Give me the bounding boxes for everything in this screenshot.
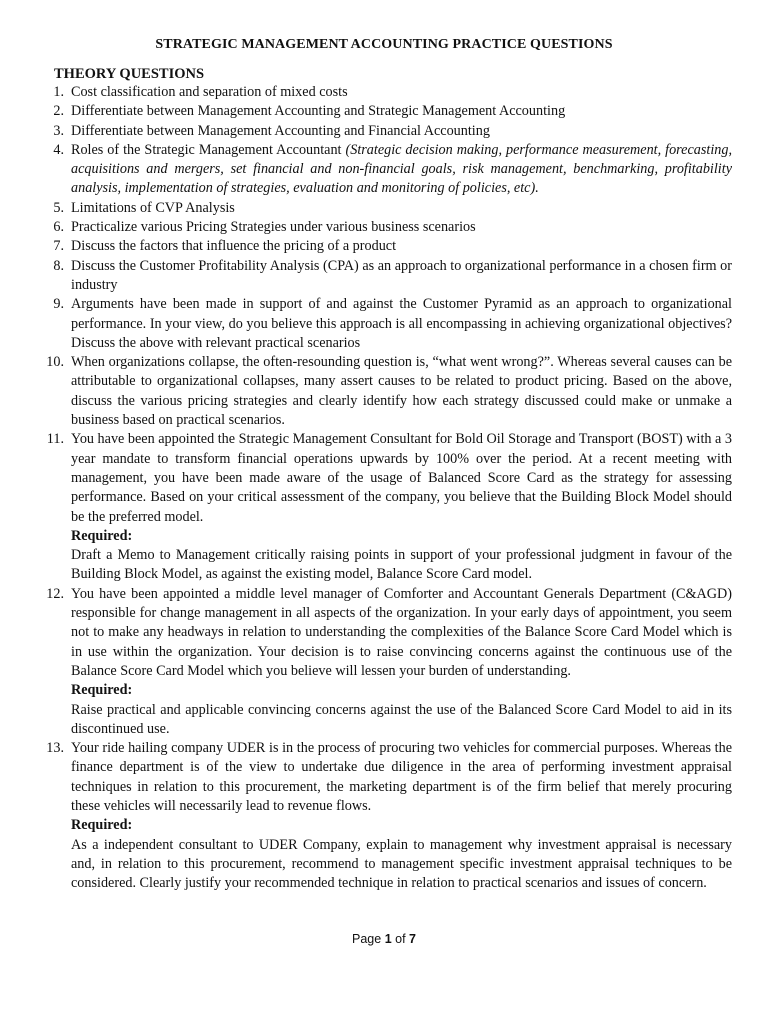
required-text: As a independent consultant to UDER Company, explain to management why investment appraisal is necessary and, in relation to this procurement, recommend to management specific investment appraisal techniques to be considered. Clearly justify your recommended technique in relation to practical scenarios and issues of concern. <box>71 836 732 892</box>
document-title: STRATEGIC MANAGEMENT ACCOUNTING PRACTICE QUESTIONS <box>155 37 613 52</box>
question-text: Discuss the factors that influence the pricing of a product <box>71 238 397 255</box>
question-number: 12. <box>46 585 64 602</box>
question-italic-detail: (Strategic decision making, performance measurement, forecasting, acquisitions and mergers, set financial and non-financial goals, risk management, benchmarking, profitability analysis, implementation of strategies, evaluation and monitoring of policies, etc). <box>71 141 732 197</box>
page-footer <box>0 932 768 946</box>
list-item <box>0 83 768 102</box>
question-text: Arguments have been made in support of and against the Customer Pyramid as an approach to organizational performance. In your view, do you believe this approach is all encompassing in achieving organizational objectives? Discuss the above with relevant practical scenarios <box>71 296 732 351</box>
question-text: Limitations of CVP Analysis <box>71 199 235 216</box>
question-text: Cost classification and separation of mixed costs <box>71 84 348 100</box>
list-item <box>0 739 768 893</box>
question-number: 5. <box>53 199 64 216</box>
question-number: 11. <box>46 431 64 448</box>
current-page-number: 1 <box>384 932 392 946</box>
question-text: You have been appointed a middle level manager of Comforter and Accountant Generals Department (C&AGD) responsible for change management in all aspects of the organization. In your early days of appointment, you seem not to make any headways in relation to understanding the complexities of the Balance Score Card Model which is in use within the organization. Your decision is to raise convincing concerns against the continuous use of the Balance Score Card Model which you believe will lessen your burden of understanding. <box>71 585 732 679</box>
list-item <box>0 353 768 430</box>
total-pages-number: 7 <box>409 932 416 946</box>
question-number: 1. <box>53 84 64 100</box>
required-label: Required: <box>71 682 133 699</box>
question-number: 3. <box>53 122 64 139</box>
question-number: 7. <box>53 238 64 255</box>
question-text: You have been appointed the Strategic Management Consultant for Bold Oil Storage and Transport (BOST) with a 3 year mandate to transform financial operations upwards by 100% over the period. At a recent meeting with management, you have been made aware of the usage of Balanced Score Card as the strategy for assessing performance. Based on your critical assessment of the company, you believe that the Building Block Model should be the preferred model. <box>71 431 732 525</box>
question-text: When organizations collapse, the often-resounding question is, “what went wrong?”. Whereas several causes can be attributable to organizational collapses, many assert causes to be related to product pricing. Based on the above, discuss the various pricing strategies and clearly identify how each strategy discussed could make or unmake a business based on practical scenarios. <box>71 354 732 429</box>
section-heading: THEORY QUESTIONS <box>54 66 205 82</box>
list-item <box>0 430 768 584</box>
question-text: Practicalize various Pricing Strategies under various business scenarios <box>71 219 476 236</box>
list-item <box>0 295 768 353</box>
question-number: 10. <box>46 354 64 371</box>
question-text: Discuss the Customer Profitability Analysis (CPA) as an approach to organizational performance in a chosen firm or industry <box>71 257 732 293</box>
question-text: Differentiate between Management Accounting and Strategic Management Accounting <box>71 103 566 120</box>
list-item <box>0 585 768 739</box>
question-text: Your ride hailing company UDER is in the process of procuring two vehicles for commercial purposes. Whereas the finance department is of the view to undertake due diligence in the area of performing investment appraisal techniques in relation to this procurement, the marketing department is of the firm belief that merely procuring these vehicles will necessarily lead to revenue flows. <box>71 740 732 814</box>
list-item <box>0 122 768 141</box>
question-text: Differentiate between Management Accounting and Financial Accounting <box>71 122 490 139</box>
question-number: 8. <box>53 257 64 274</box>
question-number: 9. <box>53 296 64 313</box>
required-label: Required: <box>71 527 133 544</box>
of-word: of <box>395 932 406 946</box>
question-number: 6. <box>53 219 64 236</box>
question-number: 4. <box>53 141 64 158</box>
list-item <box>0 141 768 199</box>
question-list <box>0 83 768 893</box>
question-text: Roles of the Strategic Management Accountant <box>71 141 346 158</box>
question-number: 2. <box>53 103 64 120</box>
list-item <box>0 218 768 237</box>
list-item <box>0 199 768 218</box>
list-item <box>0 237 768 256</box>
question-number: 13. <box>46 740 64 757</box>
list-item <box>0 257 768 296</box>
required-text: Draft a Memo to Management critically raising points in support of your professional judgment in favour of the Building Block Model, as against the existing model, Balance Score Card model. <box>71 547 732 583</box>
required-text: Raise practical and applicable convincing concerns against the use of the Balanced Score Card Model to aid in its discontinued use. <box>71 701 732 737</box>
list-item <box>0 102 768 121</box>
required-label: Required: <box>71 817 133 834</box>
page-word: Page <box>352 932 382 946</box>
